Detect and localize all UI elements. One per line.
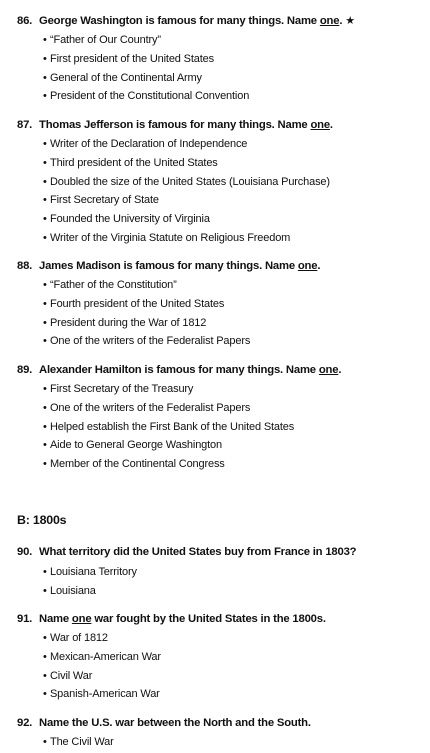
answer-item: • Civil War <box>43 667 161 686</box>
bullet-icon: • <box>43 439 47 452</box>
bullet-icon: • <box>43 34 47 46</box>
answer-item: • Writer of the Virginia Statute on Religious Freedom <box>43 229 330 248</box>
answer-item: • Louisiana Territory <box>43 563 137 582</box>
question-text: What territory did the United States buy from France in 1803? <box>39 546 357 558</box>
bullet-icon: • <box>43 231 47 244</box>
bullet-icon: • <box>43 90 47 103</box>
question-number: 88. <box>17 260 33 272</box>
question-text-end: . <box>338 364 342 376</box>
question-text-end: war fought by the United States in the 1800s. <box>91 613 326 625</box>
bullet-icon: • <box>43 175 47 188</box>
bullet-icon: • <box>43 335 47 348</box>
question-emphasis: one <box>71 613 92 625</box>
question-92 <box>17 717 311 729</box>
question-number: 91. <box>17 613 33 625</box>
answer-item: • President during the War of 1812 <box>43 314 250 333</box>
bullet-icon: • <box>43 297 47 310</box>
bullet-icon: • <box>43 316 47 329</box>
question-text-end: . <box>339 15 343 27</box>
answers-92 <box>43 733 114 752</box>
question-text-end: . <box>317 260 321 272</box>
question-text-end: . <box>329 119 333 131</box>
question-text: Name the U.S. war between the North and the South. <box>39 717 311 729</box>
bullet-icon: • <box>43 688 47 701</box>
answer-item: • Aide to General George Washington <box>43 436 294 455</box>
answer-item: • Helped establish the First Bank of the United States <box>43 418 294 437</box>
answer-item: • Louisiana <box>43 582 137 601</box>
answer-item: • First Secretary of the Treasury <box>43 380 294 399</box>
question-89 <box>17 364 341 376</box>
star-icon: ★ <box>345 15 355 27</box>
bullet-icon: • <box>43 52 47 65</box>
bullet-icon: • <box>43 383 47 395</box>
bullet-icon: • <box>43 401 47 414</box>
answer-item: • Doubled the size of the United States (Louisiana Purchase) <box>43 173 330 192</box>
bullet-icon: • <box>43 71 47 84</box>
answers-90 <box>43 563 137 601</box>
answers-91 <box>43 629 161 704</box>
question-87 <box>17 119 333 131</box>
answer-item: • “Father of Our Country” <box>43 31 249 50</box>
bullet-icon: • <box>43 138 47 150</box>
answer-item: • Founded the University of Virginia <box>43 210 330 229</box>
bullet-icon: • <box>43 156 47 169</box>
question-number: 86. <box>17 15 33 27</box>
bullet-icon: • <box>43 194 47 207</box>
question-text: George Washington is famous for many things. Name <box>39 15 320 27</box>
answer-item: • Mexican-American War <box>43 648 161 667</box>
question-90 <box>17 546 356 558</box>
bullet-icon: • <box>43 736 47 748</box>
answer-item: • The Civil War <box>43 733 114 752</box>
bullet-icon: • <box>43 458 47 471</box>
answer-item: • Member of the Continental Congress <box>43 455 294 474</box>
question-text: Alexander Hamilton is famous for many things. Name <box>39 364 319 376</box>
answers-86 <box>43 31 249 106</box>
bullet-icon: • <box>43 669 47 682</box>
question-number: 87. <box>17 119 33 131</box>
question-91 <box>17 613 326 625</box>
question-text: Name <box>39 613 72 625</box>
answer-item: • One of the writers of the Federalist Papers <box>43 399 294 418</box>
question-number: 90. <box>17 546 33 558</box>
answer-item: • Third president of the United States <box>43 154 330 173</box>
bullet-icon: • <box>43 566 47 578</box>
question-86 <box>17 14 355 27</box>
answer-item: • General of the Continental Army <box>43 69 249 88</box>
question-text: James Madison is famous for many things. Name <box>39 260 298 272</box>
bullet-icon: • <box>43 420 47 433</box>
question-number: 89. <box>17 364 33 376</box>
bullet-icon: • <box>43 584 47 597</box>
answer-item: • Spanish-American War <box>43 685 161 704</box>
answer-item: • “Father of the Constitution” <box>43 276 250 295</box>
bullet-icon: • <box>43 279 47 291</box>
answer-item: • First Secretary of State <box>43 191 330 210</box>
section-title: B: 1800s <box>17 513 67 527</box>
answer-item: • Fourth president of the United States <box>43 295 250 314</box>
answers-87 <box>43 135 330 248</box>
question-emphasis: one <box>319 15 340 27</box>
question-88 <box>17 260 320 272</box>
question-text: Thomas Jefferson is famous for many things. Name <box>39 119 311 131</box>
answers-88 <box>43 276 250 351</box>
answers-89 <box>43 380 294 474</box>
question-emphasis: one <box>310 119 330 131</box>
answer-item: • First president of the United States <box>43 50 249 69</box>
bullet-icon: • <box>43 650 47 663</box>
question-emphasis: one <box>297 260 318 272</box>
bullet-icon: • <box>43 632 47 644</box>
answer-item: • One of the writers of the Federalist Papers <box>43 332 250 351</box>
question-emphasis: one <box>318 364 339 376</box>
answer-item: • War of 1812 <box>43 629 161 648</box>
bullet-icon: • <box>43 213 47 226</box>
answer-item: • President of the Constitutional Convention <box>43 87 249 106</box>
question-number: 92. <box>17 717 33 729</box>
answer-item: • Writer of the Declaration of Independence <box>43 135 330 154</box>
